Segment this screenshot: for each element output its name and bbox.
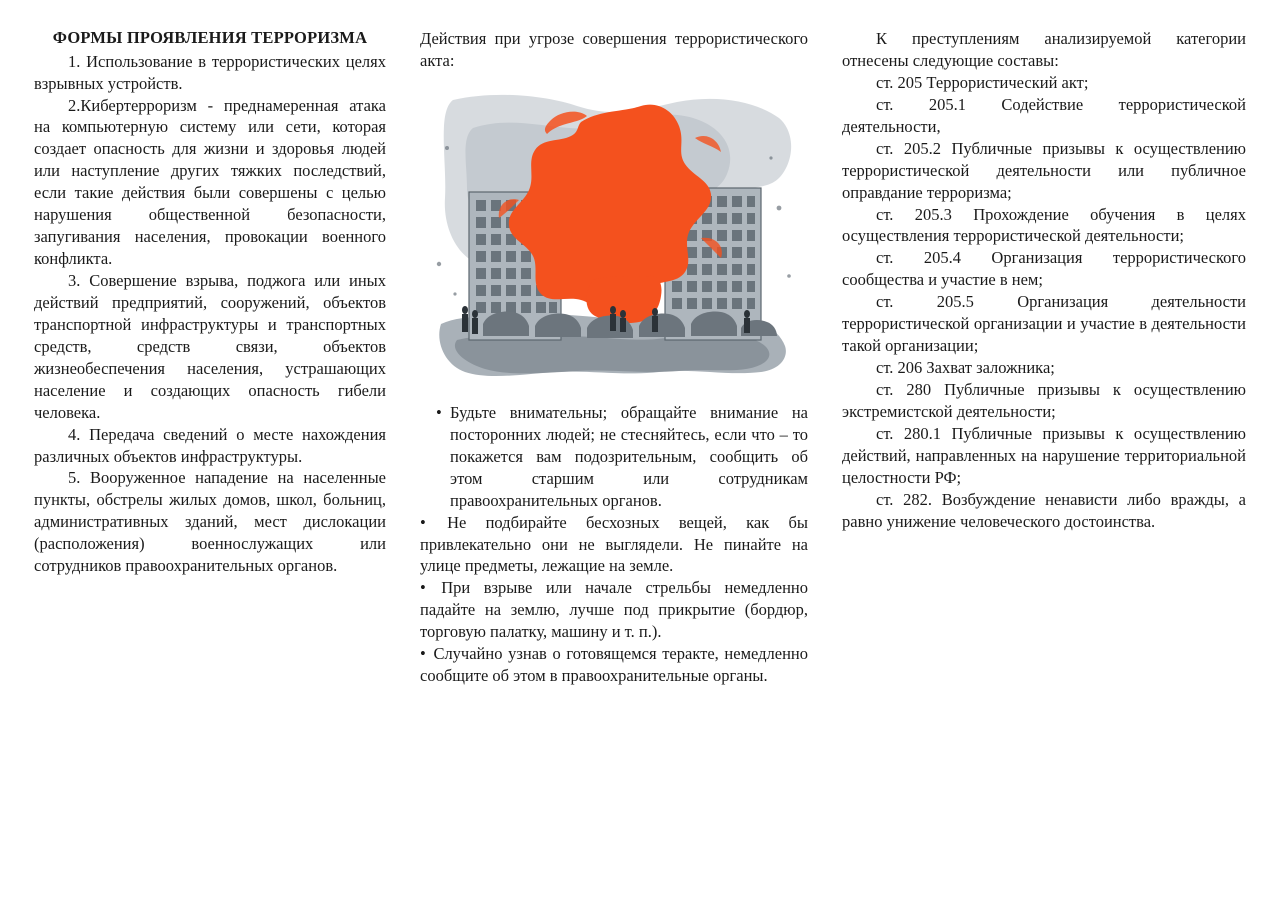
paragraph-item-1: 1. Использование в террористических целях взрывных устройств. <box>34 51 386 93</box>
article-item: ст. 282. Возбуждение ненависти либо вражды, а равно унижение человеческого достоинства. <box>842 489 1246 531</box>
list-item <box>420 402 808 512</box>
article-item: ст. 280.1 Публичные призывы к осуществлению действий, направленных на нарушение территориальной целостности РФ; <box>842 423 1246 487</box>
paragraph-item-2: 2.Кибертерроризм - преднамеренная атака на компьютерную систему или сети, которая создает опасность для жизни и здоровья людей или наступление других тяжких последствий, если такие действия были совершены с целью нарушения общественной безопасности, запугивания населения, провокации военного конфликта. <box>34 95 386 269</box>
bullet-text: Будьте внимательны; обращайте внимание на посторонних людей; не стесняйтесь, если что – то покажется вам подозрительным, сообщить об этом старшим или сотрудникам правоохранительных органов. <box>450 402 808 510</box>
article-item: ст. 205 Террористический акт; <box>876 72 1089 92</box>
bullet-text: При взрыве или начале стрельбы немедленно падайте на землю, лучше под прикрытие (бордюр, торговую палатку, машину и т. п.). <box>420 578 809 642</box>
intro-paragraph: К преступлениям анализируемой категории отнесены следующие составы: <box>842 29 1246 70</box>
article-item: ст. 205.4 Организация террористического сообщества и участие в нем; <box>842 248 1246 290</box>
article-item: ст. 205.2 Публичные призывы к осуществлению террористической деятельности или публичное оправдание терроризма; <box>842 138 1246 202</box>
bullet-text: Не подбирайте бесхозных вещей, как бы привлекательно они не выглядели. Не пинайте на улице предметы, лежащие на земле. <box>420 512 808 576</box>
column-actions-on-threat <box>420 28 808 885</box>
column-forms-of-terrorism <box>34 28 386 885</box>
paragraph-item-5: 5. Вооруженное нападение на населенные пункты, обстрелы жилых домов, школ, больниц, административных зданий, мест дислокации (расположения) военнослужащих или сотрудников правоохранительных органов. <box>34 468 386 576</box>
article-item: ст. 205.3 Прохождение обучения в целях осуществления террористической деятельности; <box>842 204 1246 246</box>
bullet-marker: • <box>420 578 426 598</box>
three-column-layout <box>34 28 1246 885</box>
article-item: ст. 205.1 Содействие террористической деятельности, <box>842 94 1246 136</box>
paragraph-item-4: 4. Передача сведений о месте нахождения различных объектов инфраструктуры. <box>34 424 386 466</box>
article-item: ст. 205.5 Организация деятельности террористической организации и участие в деятельности такой организации; <box>842 292 1246 356</box>
list-item <box>420 577 808 643</box>
article-item: ст. 206 Захват заложника; <box>876 358 1055 378</box>
bullet-marker: • <box>436 402 442 422</box>
paragraph-item-3: 3. Совершение взрыва, поджога или иных действий предприятий, сооружений, объектов транспортной инфраструктуры и транспортных средств, средств связи, объектов жизнеобеспечения населения, устрашающих население и создающих опасность гибели человека. <box>34 271 386 422</box>
column-criminal-code-articles <box>842 28 1246 885</box>
section-heading-actions: Действия при угрозе совершения террористического акта: <box>420 29 808 70</box>
page-title: ФОРМЫ ПРОЯВЛЕНИЯ ТЕРРОРИЗМА <box>52 28 368 47</box>
bullet-text: Случайно узнав о готовящемся теракте, немедленно сообщите об этом в правоохранительные органы. <box>420 644 808 686</box>
list-item <box>420 643 808 687</box>
explosion-between-buildings-illustration <box>420 88 808 388</box>
bullet-marker: • <box>420 644 426 664</box>
bullet-marker: • <box>420 512 426 532</box>
list-item <box>420 512 808 578</box>
article-item: ст. 280 Публичные призывы к осуществлению экстремистской деятельности; <box>842 380 1246 421</box>
